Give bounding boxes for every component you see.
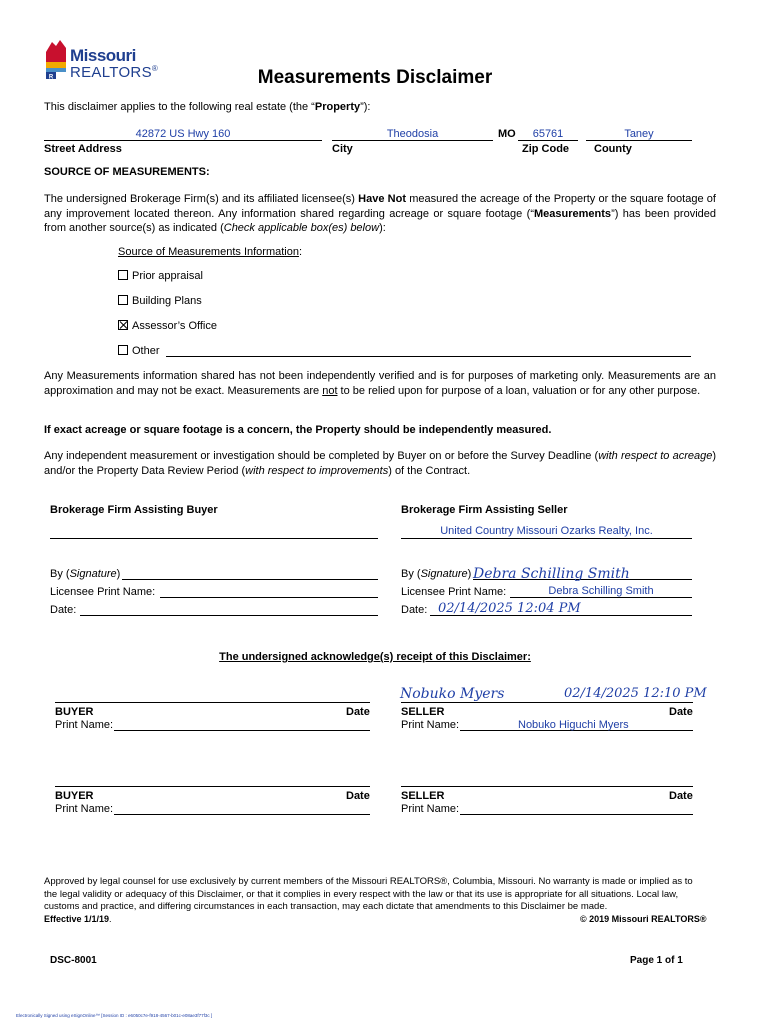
seller1-date-label: Date bbox=[669, 706, 693, 718]
seller-brokerage-heading: Brokerage Firm Assisting Seller bbox=[401, 504, 568, 516]
seller1-label: SELLER bbox=[401, 706, 445, 718]
zip-label: Zip Code bbox=[522, 143, 570, 155]
seller-signature: Debra Schilling Smith bbox=[473, 566, 630, 582]
seller2-print-label: Print Name: bbox=[401, 803, 460, 815]
disclaimer-paragraph: Any Measurements information shared has not been independently verified and is for purposes of marketing only. Measurements are an approximation and may not be exact. Measurements are not to be relied upon for purpose of a loan, valuation or for any other purpose. bbox=[44, 370, 716, 397]
option-other[interactable]: Other bbox=[118, 345, 160, 357]
acknowledge-heading: The undersigned acknowledge(s) receipt of this Disclaimer: bbox=[219, 651, 531, 663]
buyer-licensee-line[interactable] bbox=[160, 597, 378, 598]
buyer-date-line[interactable] bbox=[80, 615, 378, 616]
seller-licensee-line[interactable] bbox=[510, 597, 692, 598]
page-number: Page 1 of 1 bbox=[630, 955, 683, 966]
option-building-plans[interactable]: Building Plans bbox=[118, 295, 202, 307]
buyer2-print-label: Print Name: bbox=[55, 803, 114, 815]
seller1-signature: Nobuko Myers bbox=[400, 686, 505, 702]
seller-licensee-label: Licensee Print Name: bbox=[401, 586, 507, 598]
city-value: Theodosia bbox=[386, 128, 439, 140]
seller-date-value: 02/14/2025 12:04 PM bbox=[438, 601, 581, 616]
buyer1-date-label: Date bbox=[346, 706, 370, 718]
seller1-signature-line[interactable] bbox=[401, 702, 693, 703]
svg-text:R: R bbox=[48, 74, 54, 80]
investigation-paragraph: Any independent measurement or investigation should be completed by Buyer on or before the Survey Deadline (with respect to acreage) and/or the Property Data Review Period (with respect to improvements) of the Contract. bbox=[44, 450, 717, 477]
zip-value: 65761 bbox=[532, 128, 564, 140]
checkbox-assessors-office[interactable] bbox=[118, 320, 128, 330]
source-paragraph: The undersigned Brokerage Firm(s) and its affiliated licensee(s) Have Not measured the acreage of the Property or the square footage of any improvement located thereon. Any information shared regarding acreage or square footage (“Measurements”) has been provided from another source(s) as indicated (Check applicable box(es) below): bbox=[44, 193, 716, 234]
seller2-date-label: Date bbox=[669, 790, 693, 802]
effective-date: Effective 1/1/19. bbox=[44, 914, 112, 924]
buyer1-print-line[interactable] bbox=[114, 730, 370, 731]
buyer-date-label: Date: bbox=[50, 604, 77, 616]
approval-text: Approved by legal counsel for use exclusively by current members of the Missouri REALTORS®, Columbia, Missouri. No warranty is made or implied as to the legal validity or adequacy of this Disclaimer, or that it complies in every respect with the law or that its use is appropriate for all situations. Local law, customs and practice, and differing circumstances in each transaction, may each dictate that amendments to this Disclaimer be made. bbox=[44, 876, 693, 912]
form-id: DSC-8001 bbox=[50, 955, 97, 966]
buyer-firm-line[interactable] bbox=[50, 538, 378, 539]
buyer-signature-line[interactable] bbox=[122, 579, 378, 580]
seller-by-label: By (Signature) bbox=[401, 568, 472, 580]
logo-line-1: Missouri bbox=[70, 46, 136, 65]
street-address-value: 42872 US Hwy 160 bbox=[135, 128, 231, 140]
checkbox-prior-appraisal[interactable] bbox=[118, 270, 128, 280]
checkbox-building-plans[interactable] bbox=[118, 295, 128, 305]
buyer1-signature-line[interactable] bbox=[55, 702, 370, 703]
buyer1-print-label: Print Name: bbox=[55, 719, 114, 731]
seller1-date-value: 02/14/2025 12:10 PM bbox=[564, 686, 707, 701]
seller1-print-value: Nobuko Higuchi Myers bbox=[518, 719, 629, 731]
source-info-label: Source of Measurements Information: bbox=[118, 246, 303, 258]
seller-licensee-value: Debra Schilling Smith bbox=[548, 585, 654, 597]
seller2-signature-line[interactable] bbox=[401, 786, 693, 787]
buyer2-signature-line[interactable] bbox=[55, 786, 370, 787]
seller-firm-value: United Country Missouri Ozarks Realty, Inc. bbox=[440, 525, 653, 537]
seller1-print-label: Print Name: bbox=[401, 719, 460, 731]
checkbox-other[interactable] bbox=[118, 345, 128, 355]
seller-firm-line[interactable] bbox=[401, 538, 692, 539]
option-prior-appraisal[interactable]: Prior appraisal bbox=[118, 270, 203, 282]
esign-stamp: Electronically Signed using eSignOnline™ [Session ID : e6050c7e-f918-4567-b01c-e08ae3f77f3c ] bbox=[16, 1013, 213, 1018]
city-label: City bbox=[332, 143, 353, 155]
county-value: Taney bbox=[624, 128, 654, 140]
source-heading: SOURCE OF MEASUREMENTS: bbox=[44, 166, 210, 178]
logo-line-2: REALTORS® bbox=[70, 64, 159, 81]
buyer-by-label: By (Signature) bbox=[50, 568, 121, 580]
street-address-label: Street Address bbox=[44, 143, 122, 155]
seller2-print-line[interactable] bbox=[460, 814, 693, 815]
seller2-label: SELLER bbox=[401, 790, 445, 802]
page-title: Measurements Disclaimer bbox=[257, 67, 493, 88]
county-label: County bbox=[594, 143, 632, 155]
buyer-licensee-label: Licensee Print Name: bbox=[50, 586, 156, 598]
buyer-brokerage-heading: Brokerage Firm Assisting Buyer bbox=[50, 504, 218, 516]
state-label: MO bbox=[498, 128, 516, 140]
buyer2-date-label: Date bbox=[346, 790, 370, 802]
seller-date-label: Date: bbox=[401, 604, 428, 616]
intro-text: This disclaimer applies to the following real estate (the “Property”): bbox=[44, 101, 371, 113]
other-input-line[interactable] bbox=[166, 356, 691, 357]
buyer2-print-line[interactable] bbox=[114, 814, 370, 815]
measure-warning: If exact acreage or square footage is a concern, the Property should be independently measured. bbox=[44, 424, 552, 436]
option-assessors-office[interactable]: Assessor’s Office bbox=[118, 320, 217, 332]
buyer1-label: BUYER bbox=[55, 706, 94, 718]
buyer2-label: BUYER bbox=[55, 790, 94, 802]
copyright: © 2019 Missouri REALTORS® bbox=[580, 914, 707, 924]
